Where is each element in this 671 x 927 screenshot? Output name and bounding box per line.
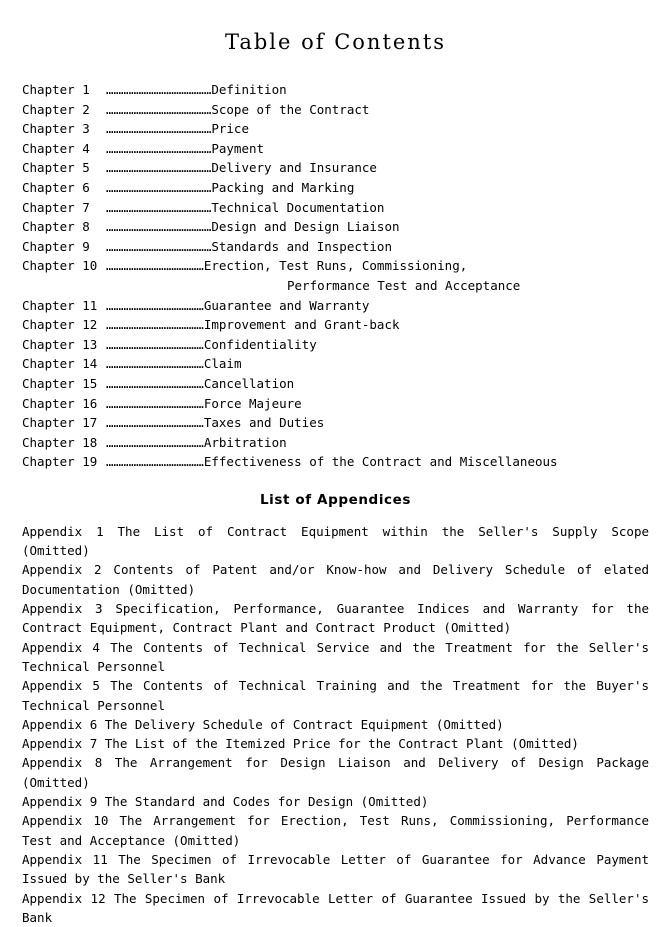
toc-chapter-title: Delivery and Insurance	[211, 160, 377, 176]
toc-chapter-title: Claim	[203, 356, 242, 372]
toc-chapter-title: Definition	[211, 82, 287, 97]
toc-leader-dots: …………………………………	[106, 375, 204, 391]
toc-entry[interactable]	[22, 374, 649, 394]
appendix-entry[interactable]: Appendix 7 The List of the Itemized Price for the Contract Plant (Omitted)	[22, 736, 579, 752]
toc-entry[interactable]	[22, 452, 649, 472]
toc-leader-dots: ……………………………………	[106, 121, 212, 137]
toc-chapter-title: Improvement and Grant-back	[203, 317, 400, 333]
toc-leader-dots: ……………………………………	[106, 160, 212, 176]
toc-entry-line	[22, 119, 649, 139]
toc-chapter-label: Chapter 3	[22, 121, 90, 137]
toc-leader-dots: ……………………………………	[106, 179, 212, 195]
toc-chapter-title: Payment	[211, 140, 265, 156]
toc-leader-dots: ……………………………………	[106, 199, 212, 215]
toc-entry[interactable]	[22, 139, 649, 159]
appendix-list	[22, 522, 649, 927]
toc-chapter-label: Chapter 13	[22, 336, 98, 352]
appendix-entry[interactable]: Appendix 6 The Delivery Schedule of Contract Equipment (Omitted)	[22, 716, 504, 732]
appendix-entry[interactable]: Appendix 11 The Specimen of Irrevocable Letter of Guarantee for Advance Payment Issued by the Seller's Bank	[22, 851, 649, 887]
toc-leader-dots: …………………………………	[106, 454, 204, 470]
toc-entry[interactable]	[22, 100, 649, 120]
toc-entry[interactable]	[22, 315, 649, 335]
toc-chapter-title: Price	[211, 121, 249, 137]
toc-chapter-label: Chapter 14	[22, 356, 98, 372]
toc-entry-line	[22, 354, 649, 374]
toc-chapter-label: Chapter 7	[22, 199, 90, 215]
toc-entry-line	[22, 100, 649, 120]
toc-leader-dots: …………………………………	[106, 434, 204, 450]
toc-chapter-title: Cancellation	[203, 375, 295, 391]
toc-chapter-label: Chapter 5	[22, 160, 90, 176]
toc-leader-dots: ……………………………………	[106, 101, 212, 117]
toc-entry[interactable]	[22, 217, 649, 237]
toc-entry-line	[22, 413, 649, 433]
toc-entry[interactable]	[22, 413, 649, 433]
table-of-contents	[22, 80, 649, 472]
toc-entry-line	[22, 452, 649, 472]
toc-entry[interactable]	[22, 178, 649, 198]
toc-entry-line	[22, 139, 649, 159]
appendix-entry[interactable]: Appendix 5 The Contents of Technical Training and the Treatment for the Buyer's Technical Personnel	[22, 678, 649, 713]
toc-entry[interactable]	[22, 198, 649, 218]
toc-entry[interactable]	[22, 80, 649, 100]
toc-entry[interactable]	[22, 256, 649, 295]
toc-chapter-label: Chapter 9	[22, 238, 90, 254]
toc-chapter-label: Chapter 11	[22, 297, 98, 313]
toc-leader-dots: …………………………………	[106, 395, 204, 411]
appendix-entry[interactable]: Appendix 4 The Contents of Technical Service and the Treatment for the Seller's Technical Personnel	[22, 639, 649, 674]
toc-leader-dots: …………………………………	[106, 336, 204, 352]
toc-chapter-title: Effectiveness of the Contract and Miscellaneous	[203, 454, 558, 470]
toc-chapter-title: Guarantee and Warranty	[203, 297, 370, 313]
toc-entry-line	[22, 296, 649, 316]
toc-entry[interactable]	[22, 394, 649, 414]
toc-leader-dots: …………………………………	[106, 415, 204, 431]
toc-chapter-label: Chapter 4	[22, 140, 90, 156]
toc-chapter-title: Technical Documentation	[211, 199, 385, 215]
toc-chapter-title: Taxes and Duties	[203, 415, 325, 431]
toc-chapter-title-continued: Performance Test and Acceptance	[287, 277, 521, 293]
toc-chapter-title: Confidentiality	[203, 336, 317, 352]
toc-entry[interactable]	[22, 335, 649, 355]
toc-chapter-label: Chapter 15	[22, 375, 98, 391]
toc-leader-dots: …………………………………	[106, 297, 204, 313]
toc-entry-line	[22, 80, 649, 100]
page-title: Table of Contents	[224, 30, 447, 54]
toc-chapter-title: Design and Design Liaison	[211, 219, 400, 235]
toc-chapter-title: Erection, Test Runs, Commissioning,	[203, 258, 468, 274]
toc-chapter-label: Chapter 6	[22, 179, 90, 195]
appendix-entry[interactable]: Appendix 9 The Standard and Codes for Design (Omitted)	[22, 794, 429, 810]
appendix-entry[interactable]: Appendix 8 The Arrangement for Design Liaison and Delivery of Design Package (Omitted)	[22, 755, 649, 790]
toc-chapter-label: Chapter 1	[22, 82, 90, 97]
appendix-entry[interactable]: Appendix 12 The Specimen of Irrevocable Letter of Guarantee Issued by the Seller's Bank	[22, 890, 649, 925]
toc-chapter-title: Scope of the Contract	[211, 101, 370, 117]
toc-leader-dots: ……………………………………	[106, 219, 212, 235]
toc-chapter-label: Chapter 2	[22, 101, 90, 117]
appendix-entry[interactable]: Appendix 3 Specification, Performance, Guarantee Indices and Warranty for the Contract Equipment, Contract Plant and Contract Product (Omitted)	[22, 601, 649, 636]
toc-leader-dots: …………………………………	[106, 258, 204, 274]
toc-chapter-title: Packing and Marking	[211, 179, 355, 195]
appendix-entry[interactable]: Appendix 10 The Arrangement for Erection, Test Runs, Commissioning, Performance Test and Acceptance (Omitted)	[22, 813, 649, 848]
toc-leader-dots: ……………………………………	[106, 82, 212, 97]
toc-entry[interactable]	[22, 296, 649, 316]
appendix-entry[interactable]: Appendix 2 Contents of Patent and/or Know-how and Delivery Schedule of elated Documentation (Omitted)	[22, 562, 649, 597]
toc-entry-line	[22, 394, 649, 414]
toc-leader-dots: ……………………………………	[106, 140, 212, 156]
toc-entry-line	[22, 374, 649, 394]
toc-entry-line	[22, 315, 649, 335]
toc-chapter-label: Chapter 16	[22, 395, 98, 411]
toc-entry-line	[22, 335, 649, 355]
toc-leader-dots: …………………………………	[106, 317, 204, 333]
toc-leader-dots: …………………………………	[106, 356, 204, 372]
toc-entry-line	[22, 158, 649, 178]
toc-entry-line	[22, 256, 649, 276]
toc-entry[interactable]	[22, 354, 649, 374]
toc-entry-line	[22, 178, 649, 198]
toc-chapter-label: Chapter 8	[22, 219, 90, 235]
toc-chapter-label: Chapter 19	[22, 454, 98, 470]
toc-entry-line	[22, 433, 649, 453]
toc-entry-line	[22, 198, 649, 218]
toc-chapter-title: Standards and Inspection	[211, 238, 392, 254]
appendix-entry[interactable]: Appendix 1 The List of Contract Equipment within the Seller's Supply Scope (Omitted)	[22, 523, 649, 559]
toc-entry[interactable]	[22, 119, 649, 139]
toc-chapter-label: Chapter 12	[22, 317, 98, 333]
toc-chapter-label: Chapter 10	[22, 258, 98, 274]
toc-entry-line	[22, 217, 649, 237]
toc-entry-line	[22, 237, 649, 257]
toc-entry[interactable]	[22, 158, 649, 178]
toc-entry[interactable]	[22, 433, 649, 453]
toc-chapter-title: Arbitration	[203, 434, 287, 450]
toc-chapter-title: Force Majeure	[203, 395, 302, 411]
toc-chapter-label: Chapter 18	[22, 434, 98, 450]
toc-leader-dots: ……………………………………	[106, 238, 212, 254]
toc-chapter-label: Chapter 17	[22, 415, 98, 431]
appendices-heading: List of Appendices	[259, 491, 412, 508]
toc-entry[interactable]	[22, 237, 649, 257]
